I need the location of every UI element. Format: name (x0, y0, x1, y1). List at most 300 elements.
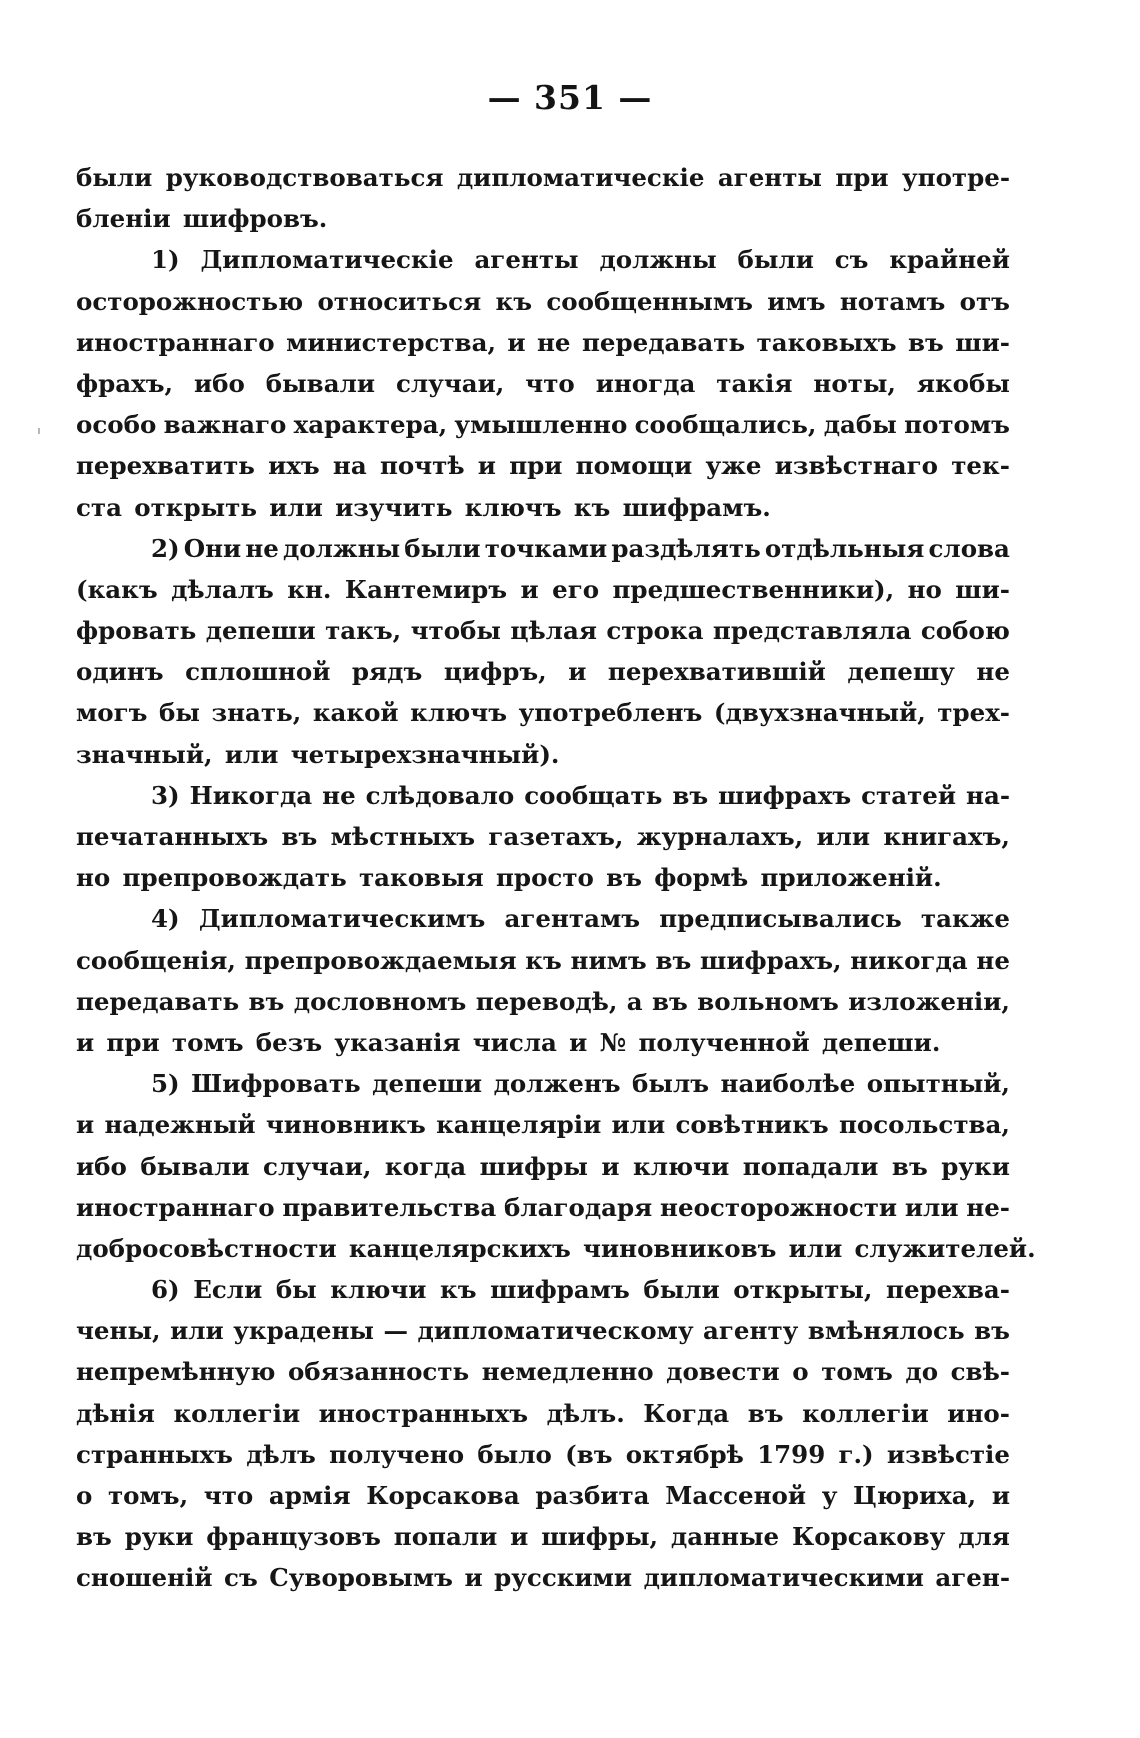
word: ключъ (410, 698, 507, 728)
word: довести (666, 1357, 780, 1387)
word: иностраннаго (76, 327, 275, 357)
word: или (170, 1316, 224, 1346)
text-line (76, 1228, 1036, 1269)
word: до (905, 1357, 939, 1387)
word: депеши (372, 1069, 483, 1099)
word: сношеній (76, 1563, 213, 1593)
word: въ (76, 1522, 112, 1552)
word: при (509, 451, 563, 481)
word: совѣтникъ (675, 1110, 829, 1140)
word: вмѣнялось (807, 1316, 965, 1346)
word: депеши (205, 616, 316, 646)
word: кн. (287, 574, 332, 604)
word: свѣ- (950, 1357, 1010, 1387)
text-line (76, 651, 1010, 692)
word: опытный, (866, 1069, 1010, 1099)
text-line (76, 692, 1010, 733)
word: цифръ, (443, 657, 547, 687)
text-line (76, 1475, 1010, 1516)
word: сплошной (185, 657, 331, 687)
word: для (958, 1522, 1010, 1552)
word: въ (606, 863, 642, 893)
word: случаи, (395, 368, 505, 398)
word: когда (384, 1151, 467, 1181)
word: шифрамъ. (622, 492, 771, 522)
word: канцеляріи (436, 1110, 602, 1140)
word: и (76, 1110, 95, 1140)
word: указанія (334, 1027, 461, 1057)
word: шифрамъ (490, 1275, 630, 1305)
word: точками (484, 533, 608, 563)
word: открыты, (733, 1275, 873, 1305)
text-line (76, 569, 1010, 610)
word: Корсакову (792, 1522, 946, 1552)
word: слѣдовало (365, 780, 515, 810)
word: были (76, 163, 153, 192)
word: данные (670, 1522, 780, 1552)
word: или (788, 1233, 843, 1263)
word: шифры (479, 1151, 588, 1181)
word: въ (672, 780, 709, 810)
word: Они (183, 533, 242, 563)
word: рядъ (351, 657, 423, 687)
word: были (643, 1275, 720, 1305)
text-line (76, 487, 1010, 528)
word: на- (966, 780, 1010, 810)
text-line (76, 1351, 1010, 1392)
word: шифровъ. (182, 204, 328, 234)
word: строка (606, 616, 704, 646)
word: числа (472, 1027, 557, 1057)
word: шифрахъ, (700, 945, 842, 975)
word: были (737, 245, 814, 275)
word: Шифровать (191, 1069, 361, 1099)
word: но (76, 863, 111, 893)
word: въ (908, 327, 944, 357)
word: ключи (633, 1151, 730, 1181)
word: таковыя (358, 863, 484, 893)
word: не (976, 945, 1010, 975)
word: бывали (265, 368, 376, 398)
word: шифры, (541, 1522, 659, 1552)
word: томъ, (107, 1481, 189, 1510)
word: сообщались, (634, 410, 817, 440)
word: и (477, 451, 496, 481)
word: или (904, 1192, 959, 1222)
word: знать, (211, 698, 302, 728)
word: осторожностью (76, 286, 304, 316)
word: значный, (76, 739, 213, 769)
word: Массеной (665, 1481, 807, 1510)
word: тек- (951, 451, 1010, 481)
text-line (76, 857, 1010, 898)
word: случаи, (263, 1151, 372, 1181)
word: странныхъ (76, 1439, 233, 1469)
word: депеши. (821, 1027, 941, 1057)
word: коллегіи (173, 1398, 301, 1428)
word: дабы (823, 410, 897, 440)
word: дѣлъ (246, 1439, 316, 1469)
word: 4) (151, 904, 180, 934)
word: 5) (151, 1069, 180, 1099)
word: одинъ (76, 657, 164, 687)
word: отъ (959, 286, 1010, 316)
word: нотамъ (839, 286, 946, 316)
word: или (816, 822, 871, 851)
word: что (525, 368, 575, 398)
word: съ (834, 245, 869, 275)
word: томъ (821, 1357, 893, 1387)
word: такія (716, 368, 793, 398)
word: въ (652, 986, 688, 1016)
text-line (76, 734, 1010, 775)
word: томъ (171, 1027, 244, 1057)
word: руководствоваться (165, 163, 444, 192)
text-line (76, 198, 1010, 239)
text-line (76, 404, 1010, 445)
word: отдѣльныя (764, 533, 925, 563)
word: не (245, 533, 279, 563)
word: фровать (76, 616, 197, 646)
word: перехватить (76, 451, 255, 481)
word: въ (974, 1316, 1010, 1346)
word: формѣ (654, 863, 749, 893)
word: не (976, 657, 1010, 687)
word: къ (573, 492, 611, 522)
word: якобы (916, 368, 1010, 398)
word: могъ (76, 698, 148, 728)
word: № (599, 1027, 627, 1057)
word: ста (76, 492, 122, 522)
word: добросовѣстности (76, 1233, 337, 1263)
word: вольномъ (697, 986, 839, 1016)
text-line (76, 816, 1010, 857)
word: обязанность (287, 1357, 470, 1387)
word: 1799 (757, 1439, 826, 1469)
word: ключи (330, 1275, 427, 1305)
text-line (76, 1104, 1010, 1145)
word: агентамъ (504, 904, 641, 934)
word: неосторожности (660, 1192, 898, 1222)
word: и (510, 1522, 529, 1552)
word: сообщать (524, 780, 663, 810)
text-line (76, 1393, 1010, 1434)
word: и (76, 1027, 95, 1057)
word: были (404, 533, 481, 563)
word: ино- (947, 1398, 1010, 1428)
word: ши- (955, 574, 1010, 604)
word: благодаря (504, 1192, 653, 1222)
word: агенты (474, 245, 579, 275)
word: изучить (335, 492, 453, 522)
text-line (76, 775, 1010, 816)
word: передавать (581, 327, 746, 357)
word: аген- (935, 1563, 1010, 1593)
word: руки (124, 1522, 194, 1552)
word: чиновниковъ (583, 1233, 777, 1263)
word: или (224, 739, 279, 769)
word: былъ (632, 1069, 710, 1099)
word: министерства, (286, 327, 496, 357)
text-line (76, 528, 1010, 569)
word: канцелярскихъ (348, 1233, 571, 1263)
word: разбита (535, 1481, 650, 1510)
word: Дипломатическіе (200, 245, 454, 275)
word: французовъ (206, 1522, 381, 1552)
word: не (537, 327, 571, 357)
word: открыть (134, 492, 257, 522)
word: статей (861, 780, 957, 810)
word: должны (599, 245, 717, 275)
word: никогда (850, 945, 968, 975)
word: должны (282, 533, 401, 563)
word: дипломатическими (643, 1563, 924, 1593)
word: бы (275, 1275, 317, 1305)
word: иностраннаго (76, 1192, 275, 1222)
word: не (322, 780, 356, 810)
word: уже (705, 451, 762, 481)
word: украдены (233, 1316, 374, 1346)
word: и (569, 1027, 588, 1057)
page-number: — 351 — (487, 78, 653, 117)
word: Когда (643, 1398, 730, 1428)
word: слова (928, 533, 1010, 563)
word: въ (891, 1151, 928, 1181)
word: на (332, 451, 367, 481)
word: 6) (151, 1275, 180, 1305)
word: — (383, 1316, 409, 1346)
word: (какъ (76, 574, 158, 604)
word: представляла (712, 616, 912, 646)
word: препровождать (122, 863, 347, 893)
word: попадали (742, 1151, 879, 1181)
word: чтобы (410, 616, 501, 646)
word: 1) (151, 245, 180, 275)
word: Суворовымъ (269, 1563, 453, 1593)
word: дѣлалъ (171, 574, 274, 604)
word: потомъ (904, 410, 1010, 440)
word: бы (159, 698, 200, 728)
text-line (76, 322, 1010, 363)
word: цѣлая (510, 616, 597, 646)
word: наиболѣе (720, 1069, 856, 1099)
word: немедленно (481, 1357, 654, 1387)
word: ибо (193, 368, 245, 398)
text-line (76, 239, 1010, 280)
word: но (907, 574, 942, 604)
text-line (76, 1434, 1010, 1475)
text-line (76, 1022, 1010, 1063)
word: предшественники), (612, 574, 895, 604)
word: книгахъ, (883, 822, 1010, 851)
text-line (76, 363, 1010, 404)
word: предписывались (659, 904, 902, 934)
word: дѣнія (76, 1398, 155, 1428)
word: руки (941, 1151, 1010, 1181)
word: крайней (889, 245, 1010, 275)
text-line (76, 610, 1010, 651)
word: ибо (76, 1151, 127, 1181)
word: получено (329, 1439, 465, 1469)
word: печатанныхъ (76, 822, 269, 851)
word: о (76, 1481, 93, 1510)
word: извѣстіе (886, 1439, 1010, 1469)
word: что (203, 1481, 254, 1510)
word: какой (312, 698, 399, 728)
word: такъ, (325, 616, 402, 646)
word: агенту (703, 1316, 799, 1346)
word: нимъ (570, 945, 647, 975)
text-line (76, 1516, 1010, 1557)
word: 2) (151, 533, 180, 563)
word: коллегіи (802, 1398, 929, 1428)
word: въ (248, 986, 285, 1016)
word: безъ (255, 1027, 323, 1057)
word: долженъ (493, 1069, 621, 1099)
text-line (76, 1063, 1010, 1104)
text-line (76, 445, 1010, 486)
word: а (626, 986, 643, 1016)
word: ихъ (268, 451, 320, 481)
word: или (269, 492, 323, 522)
word: при (106, 1027, 160, 1057)
word: четырехзначный). (290, 739, 560, 769)
word: особо (76, 410, 157, 440)
text-line (76, 157, 1010, 198)
word: и (568, 657, 587, 687)
word: приложеній. (760, 863, 942, 893)
word: ключъ (464, 492, 562, 522)
word: бывали (140, 1151, 250, 1181)
word: переводѣ, (475, 986, 618, 1016)
word: ноты, (813, 368, 896, 398)
word: Корсакова (366, 1481, 520, 1510)
word: передавать (76, 986, 240, 1016)
word: или (611, 1110, 666, 1140)
word: къ (495, 286, 533, 316)
word: иностранныхъ (318, 1398, 529, 1428)
word: употре- (901, 163, 1010, 192)
word: относиться (317, 286, 482, 316)
word: имъ (767, 286, 826, 316)
word: Никогда (189, 780, 313, 810)
word: дипломатическому (417, 1316, 694, 1346)
word: надежный (104, 1110, 256, 1140)
word: къ (525, 945, 562, 975)
word: и (991, 1481, 1010, 1510)
word: не- (966, 1192, 1010, 1222)
word: собою (920, 616, 1010, 646)
word: важнаго (163, 410, 287, 440)
word: (въ (565, 1439, 613, 1469)
word: дословномъ (293, 986, 467, 1016)
word: и (507, 327, 526, 357)
word: Кантемиръ (344, 574, 508, 604)
word: г.) (838, 1439, 874, 1469)
word: дѣлъ. (546, 1398, 625, 1428)
body-text (76, 157, 1036, 1599)
word: характера, (293, 410, 448, 440)
text-line (76, 1310, 1010, 1351)
word: ши- (955, 327, 1010, 357)
word: также (920, 904, 1010, 934)
word: депешу (847, 657, 955, 687)
word: перехватившій (607, 657, 826, 687)
word: употребленъ (518, 698, 703, 728)
word: Цюриха, (853, 1481, 977, 1510)
word: Если (193, 1275, 263, 1305)
word: раздѣлять (611, 533, 761, 563)
text-line (76, 1146, 1010, 1187)
scan-speck (38, 428, 40, 434)
word: попали (393, 1522, 498, 1552)
word: умышленно (454, 410, 628, 440)
word: чены, (76, 1316, 161, 1346)
word: агенты (717, 163, 822, 192)
word: посольства, (838, 1110, 1010, 1140)
word: въ (655, 945, 692, 975)
word: русскими (494, 1563, 633, 1593)
word: перехва- (886, 1275, 1010, 1305)
text-line (76, 1187, 1010, 1228)
word: Дипломатическимъ (198, 904, 486, 934)
text-line (76, 940, 1010, 981)
word: газетахъ, (488, 822, 624, 851)
word: 3) (151, 780, 180, 810)
word: мѣстныхъ (330, 822, 476, 851)
word: (двухзначный, (713, 698, 926, 728)
word: журналахъ, (636, 822, 804, 851)
word: препровождаемыя (244, 945, 517, 975)
word: правительства (282, 1192, 497, 1222)
word: у (821, 1481, 838, 1510)
word: просто (496, 863, 594, 893)
word: сообщеннымъ (546, 286, 753, 316)
text-line (76, 981, 1010, 1022)
word: армія (268, 1481, 351, 1510)
word: изложеніи, (848, 986, 1010, 1016)
word: иногда (595, 368, 696, 398)
word: при (835, 163, 889, 192)
word: было (477, 1439, 552, 1469)
word: къ (440, 1275, 477, 1305)
text-line (76, 1557, 1010, 1598)
word: непремѣнную (76, 1357, 276, 1387)
word: и (464, 1563, 483, 1593)
word: и (601, 1151, 620, 1181)
word: въ (747, 1398, 784, 1428)
word: почтѣ (379, 451, 465, 481)
text-line (76, 1269, 1010, 1310)
word: полученной (638, 1027, 810, 1057)
word: трех- (937, 698, 1010, 728)
word: дипломатическіе (456, 163, 705, 192)
text-line (76, 898, 1010, 939)
text-line (76, 281, 1010, 322)
word: таковыхъ (756, 327, 897, 357)
word: октябрѣ (625, 1439, 744, 1469)
word: бленіи (76, 204, 171, 234)
word: о (792, 1357, 809, 1387)
word: сообщенія, (76, 945, 236, 975)
word: извѣстнаго (774, 451, 939, 481)
word: помощи (575, 451, 693, 481)
word: въ (281, 822, 318, 851)
word: съ (224, 1563, 258, 1593)
word: фрахъ, (76, 368, 174, 398)
word: и (520, 574, 539, 604)
word: его (552, 574, 600, 604)
